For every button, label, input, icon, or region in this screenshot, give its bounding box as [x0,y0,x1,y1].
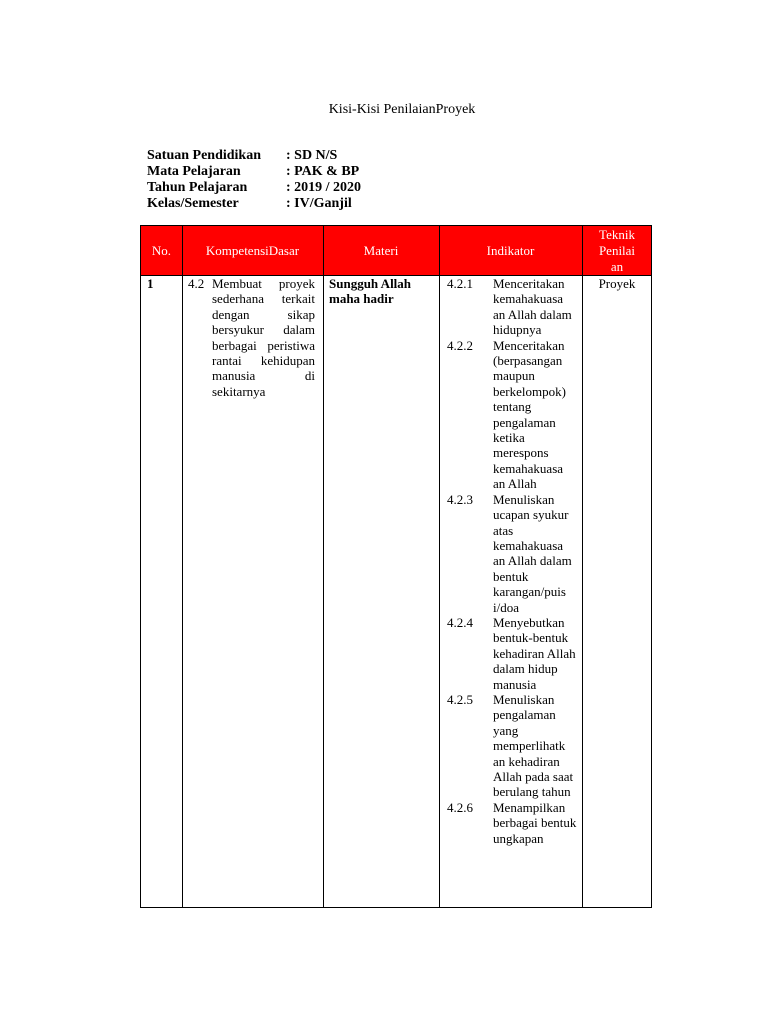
indikator-item [447,692,577,800]
kd-number: 4.2 [188,276,205,291]
document-meta [147,148,361,212]
column-divider [582,226,583,907]
indikator-text: Menceritakan (berpasangan maupun berkelompok) tentang pengalaman ketika merespons kemahakuasa an Allah [493,337,566,492]
meta-label: Satuan Pendidikan [147,148,261,163]
indikator-item [447,800,577,846]
kd-text: Membuat proyek sederhana terkait dengan sikap bersyukur dalam berbagai peristiwa rantai kehidupan manusia di sekitarnya [212,276,315,399]
indikator-number: 4.2.5 [447,691,473,707]
indikator-text: Menampilkan berbagai bentuk ungkapan [493,799,577,846]
indikator-number: 4.2.6 [447,799,473,815]
meta-value: : PAK & BP [286,164,360,179]
header-indikator: Indikator [486,242,535,258]
table-header [141,226,651,276]
meta-row-mapel [147,164,361,180]
indikator-number: 4.2.2 [447,337,473,353]
header-no: No. [151,242,172,258]
meta-value: : 2019 / 2020 [286,180,362,195]
indikator-cell [447,276,577,846]
meta-value: : IV/Ganjil [286,196,352,211]
meta-label: Mata Pelajaran [147,164,241,179]
indikator-number: 4.2.1 [447,276,473,291]
meta-label: Tahun Pelajaran [147,180,248,195]
materi-cell: Sungguh Allah maha hadir [329,276,412,307]
indikator-text: Menyebutkan bentuk-bentuk kehadiran Allah dalam hidup manusia [493,614,576,692]
indikator-item [447,338,577,492]
teknik-cell: Proyek [598,276,636,291]
indikator-item [447,492,577,615]
row-no: 1 [147,276,154,291]
header-materi: Materi [363,242,399,258]
indikator-text: Menceritakan kemahakuasa an Allah dalam hidupnya [493,276,572,338]
meta-label: Kelas/Semester [147,196,239,211]
column-divider [439,226,440,907]
meta-value: : SD N/S [286,148,338,163]
indikator-text: Menuliskan pengalaman yang memperlihatk an kehadiran Allah pada saat berulang tahun [493,691,574,800]
meta-row-tahun [147,180,361,196]
header-teknik: Teknik Penilai an [598,226,636,274]
column-divider [182,226,183,907]
document-title: Kisi-Kisi PenilaianProyek [328,102,476,117]
indikator-number: 4.2.3 [447,491,473,507]
indikator-number: 4.2.4 [447,614,473,630]
kisi-kisi-table [140,225,652,908]
indikator-text: Menuliskan ucapan syukur atas kemahakuasa an Allah dalam bentuk karangan/puis i/doa [493,491,572,615]
header-kompetensi: KompetensiDasar [205,242,300,258]
meta-row-kelas [147,196,361,212]
meta-row-satuan [147,148,361,164]
indikator-item [447,276,577,338]
indikator-item [447,615,577,692]
column-divider [323,226,324,907]
